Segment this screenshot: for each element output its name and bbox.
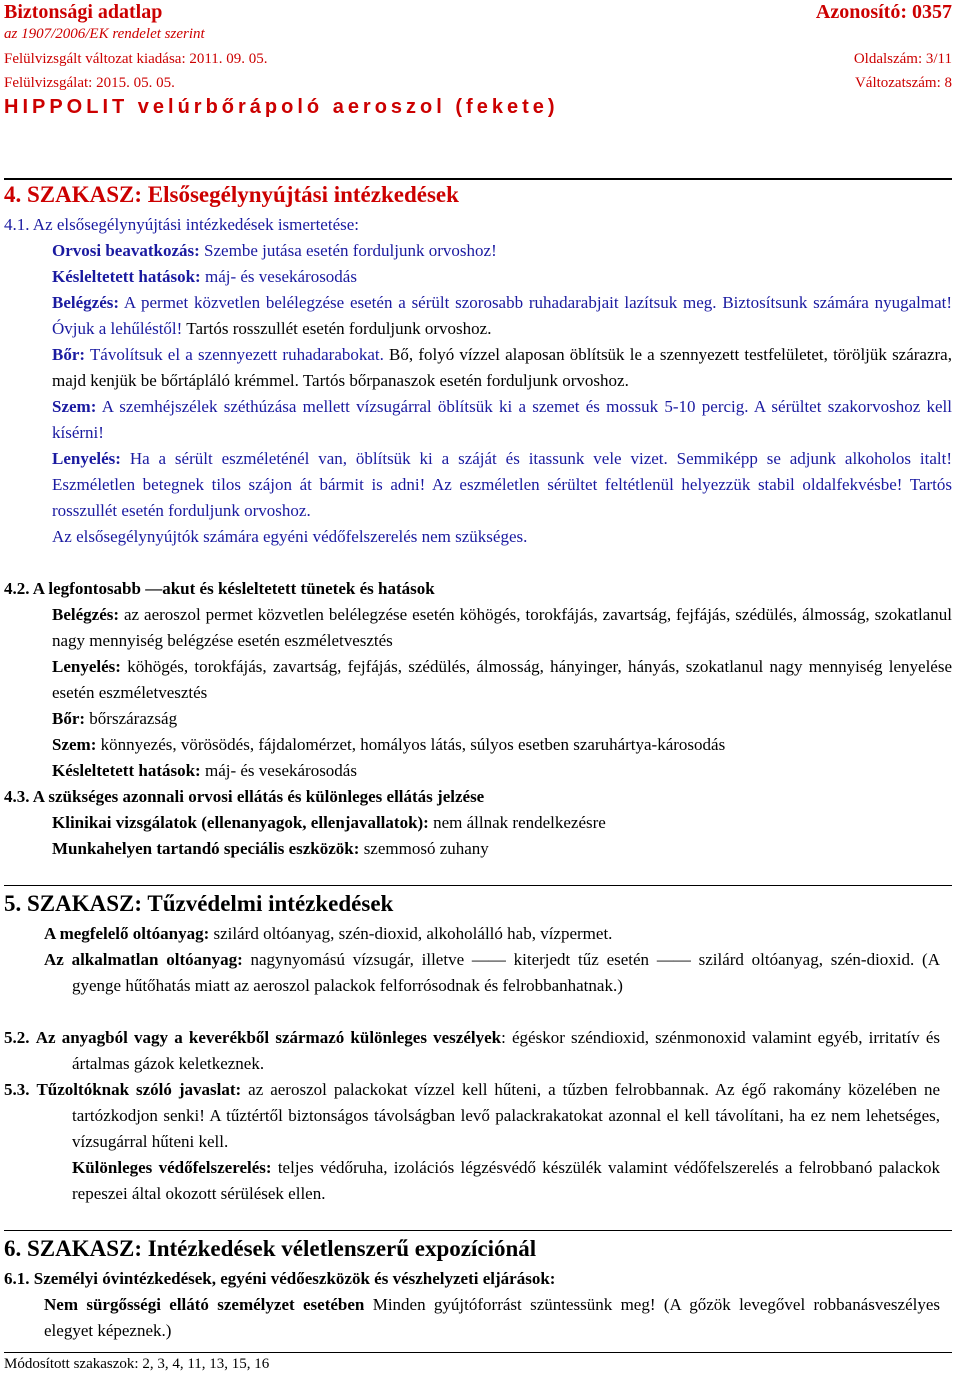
label-skin: Bőr: [52, 345, 86, 364]
text-non-emergency: Minden gyújtóforrást szüntessünk meg! (A gőzök levegővel robbanásveszélyes elegyet képeznek.) [44, 1295, 941, 1340]
label-sym-ingestion: Lenyelés: [52, 657, 121, 676]
footer-divider [4, 1352, 952, 1353]
document-title: Biztonsági adatlap [4, 1, 163, 23]
subsection-4-2-title: 4.2. A legfontosabb —akut és késleltetett tünetek és hatások [4, 579, 435, 598]
label-firefighter-advice: Tűzoltóknak szóló javaslat: [36, 1080, 242, 1099]
document-identifier: Azonosító: 0357 [815, 1, 952, 23]
text-first-aider-ppe: Az elsősegélynyújtók számára egyéni védőfelszerelés nem szükséges. [52, 527, 528, 546]
extinguishing-media [44, 921, 952, 947]
product-name: HIPPOLIT velúrbőrápoló aeroszol (fekete) [4, 96, 559, 118]
subsection-5-2 [4, 1025, 940, 1077]
subsection-4-3-title: 4.3. A szükséges azonnali orvosi ellátás és különleges ellátás jelzése [4, 787, 485, 806]
text-clinical: nem állnak rendelkezésre [428, 813, 606, 832]
text-medical: Szembe jutása esetén forduljunk orvoshoz! [199, 241, 497, 260]
text-ingestion: Ha a sérült eszméleténél van, öblítsük ki a száját és itassunk vele vizet. Semmiképp se adjunk alkoholos italt! Eszméletlen betegnek tilos szájon át bármit is adni! Az eszméletlen sérültet feltétlenül helyezzük stabil oldalfekvésbe! Tartós rosszullét esetén forduljunk orvoshoz. [52, 449, 952, 520]
label-special-equipment: Különleges védőfelszerelés: [72, 1158, 272, 1177]
revision-date: Felülvizsgált változat kiadása: 2011. 09. 05. [4, 51, 268, 67]
text-inhalation: A permet közvetlen belélegzése esetén a sérült szorosabb ruhadarabjait lazítsuk meg. Biztosítsunk számára nyugalmat! Óvjuk a lehűléstől! [52, 293, 952, 338]
text-firefighter-advice: az aeroszol palackokat vízzel kell hűteni, a tűzben felrobbannak. Az égő rakomány közelében ne tartózkodjon senki! A tűztértől biztonságos távolságban levő palackrakatokat azonnal el kell távolítani, ha ez nem lehetséges, vízsugárral hűteni kell. [72, 1080, 941, 1151]
label-ingestion: Lenyelés: [52, 449, 121, 468]
section-4-heading: 4. SZAKASZ: Elsősegélynyújtási intézkedések [4, 182, 459, 207]
modified-sections: Módosított szakaszok: 2, 3, 4, 11, 13, 15, 16 [4, 1356, 270, 1372]
label-suitable-media: A megfelelő oltóanyag: [44, 924, 210, 943]
text-sym-eye: könnyezés, vörösödés, fájdalomérzet, homályos látás, súlyos esetben szaruhártya-károsodás [96, 735, 726, 754]
personal-precautions [44, 1292, 940, 1344]
section-6-heading: 6. SZAKASZ: Intézkedések véletlenszerű expozíciónál [4, 1236, 537, 1261]
text-sym-inhalation: az aeroszol permet közvetlen belélegzése esetén köhögés, torokfájás, zavartság, fejfájás, szédülés, álmosság, szokatlanul nagy mennyiség belégzése esetén eszméletvesztés [52, 605, 952, 650]
first-aid-measures [52, 238, 952, 550]
section-divider [4, 1230, 952, 1231]
text-equipment: szemmosó zuhany [359, 839, 489, 858]
regulation-reference: az 1907/2006/EK rendelet szerint [4, 26, 205, 42]
label-delayed: Késleltetett hatások: [52, 267, 201, 286]
section-5-heading: 5. SZAKASZ: Tűzvédelmi intézkedések [4, 891, 394, 916]
text-special-equipment: teljes védőruha, izolációs légzésvédő készülék valamint védőfelszerelés a felrobbanó palackok repeszei által okozott sérülések ellen. [72, 1158, 940, 1203]
label-inhalation: Belégzés: [52, 293, 120, 312]
symptoms-list [52, 602, 952, 784]
review-date: Felülvizsgálat: 2015. 05. 05. [4, 75, 175, 91]
label-eye: Szem: [52, 397, 97, 416]
label-sym-eye: Szem: [52, 735, 97, 754]
subsection-5-2-number: 5.2. [4, 1028, 30, 1047]
subsection-6-1-title: 6.1. Személyi óvintézkedések, egyéni védőeszközök és vészhelyzeti eljárások: [4, 1269, 556, 1288]
unsuitable-media [44, 947, 940, 999]
label-equipment: Munkahelyen tartandó speciális eszközök: [52, 839, 360, 858]
text-sym-skin: bőrszárazság [85, 709, 178, 728]
label-sym-delayed: Késleltetett hatások: [52, 761, 201, 780]
text-skin: Távolítsuk el a szennyezett ruhadarabokat. [85, 345, 384, 364]
text-sym-delayed: máj- és vesekárosodás [200, 761, 357, 780]
section-divider [4, 885, 952, 886]
text-delayed: máj- és vesekárosodás [200, 267, 357, 286]
text-inhalation-2: Tartós rosszullét esetén forduljunk orvoshoz. [182, 319, 492, 338]
version-number: Változatszám: 8 [854, 75, 952, 91]
subsection-4-1-heading [4, 212, 952, 238]
label-non-emergency: Nem sürgősségi ellátó személyzet esetében [44, 1295, 365, 1314]
text-special-hazards: : égéskor széndioxid, szénmonoxid valamint egyéb, irritatív és ártalmas gázok keletkeznek. [72, 1028, 940, 1073]
subsection-5-3 [4, 1077, 940, 1207]
label-special-hazards: Az anyagból vagy a keverékből származó különleges veszélyek [35, 1028, 502, 1047]
label-sym-inhalation: Belégzés: [52, 605, 120, 624]
text-sym-ingestion: köhögés, torokfájás, zavartság, fejfájás, szédülés, álmosság, hányinger, hányás, szokatlanul nagy mennyiség lenyelése esetén eszméletvesztés [52, 657, 952, 702]
subsection-5-3-number: 5.3. [4, 1080, 30, 1099]
section-divider [4, 178, 952, 180]
label-sym-skin: Bőr: [52, 709, 86, 728]
text-suitable-media: szilárd oltóanyag, szén-dioxid, alkoholálló hab, vízpermet. [209, 924, 613, 943]
medical-attention [52, 810, 952, 862]
label-medical: Orvosi beavatkozás: [52, 241, 200, 260]
text-unsuitable-media: nagynyomású vízsugár, illetve —— kiterjedt tűz esetén —— szilárd oltóanyag, szén-dioxid. (A gyenge hűtőhatás miatt az aeroszol palackok felforrósodnak és felrobbanhatnak.) [72, 950, 940, 995]
text-skin-2: Bő, folyó vízzel alaposan öblítsük le a szennyezett testfelületet, töröljük szárazra, majd kenjük be bőrtápláló krémmel. Tartós bőrpanaszok esetén forduljunk orvoshoz. [52, 345, 952, 390]
page-number: Oldalszám: 3/11 [853, 51, 952, 67]
subsection-4-1-title: 4.1. Az elsősegélynyújtási intézkedések ismertetése: [4, 215, 360, 234]
text-eye: A szemhéjszélek széthúzása mellett vízsugárral öblítsük ki a szemet és mossuk 5-10 percig. A sérültet szakorvoshoz kell kísérni! [52, 397, 952, 442]
label-clinical: Klinikai vizsgálatok (ellenanyagok, ellenjavallatok): [52, 813, 429, 832]
label-unsuitable-media: Az alkalmatlan oltóanyag: [44, 950, 243, 969]
